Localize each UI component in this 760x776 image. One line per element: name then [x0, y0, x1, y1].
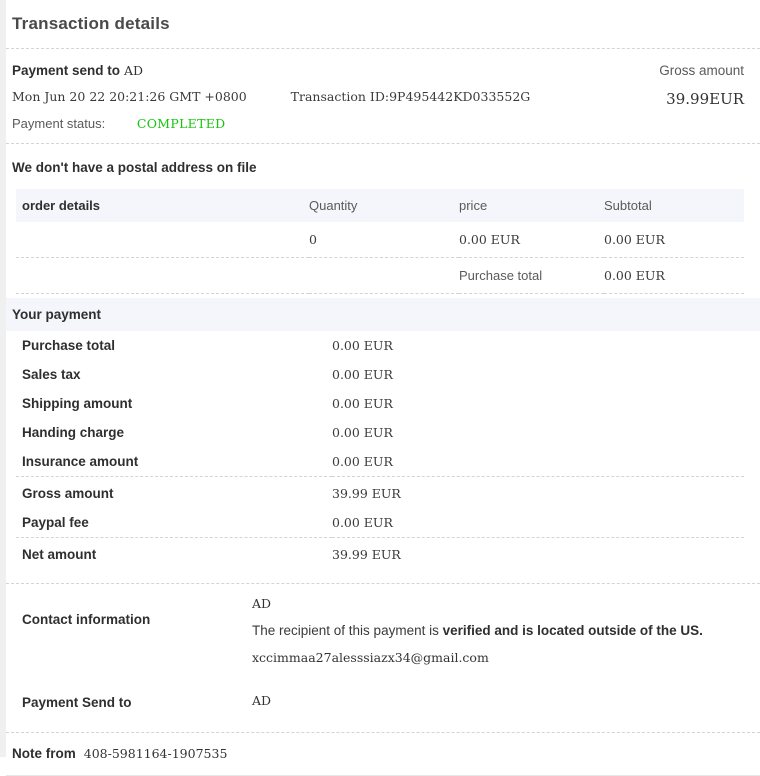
transaction-date: Mon Jun 20 22 20:21:26 GMT +0800	[12, 89, 247, 104]
column-quantity: Quantity	[309, 189, 459, 222]
payment-row-label: Paypal fee	[16, 508, 332, 538]
transaction-summary	[6, 49, 760, 143]
status-badge: COMPLETED	[136, 116, 226, 131]
payment-row	[16, 477, 744, 509]
page-title: Transaction details	[12, 14, 170, 33]
payment-status-label: Payment status:	[12, 116, 106, 131]
verify-bold: verified and is located outside of the US.	[442, 623, 703, 638]
contact-details	[252, 584, 744, 673]
payment-row-value: 0.00 EUR	[332, 367, 393, 382]
gross-amount-block	[659, 63, 744, 108]
payment-row-value: 0.00 EUR	[332, 396, 393, 411]
payment-send-to-value-2: AD	[252, 693, 272, 708]
cell-empty	[16, 258, 309, 294]
payment-row-label: Shipping amount	[22, 396, 133, 411]
note-from-label: Note from	[12, 746, 76, 761]
column-price: price	[459, 189, 604, 222]
payment-row-value: 0.00 EUR	[332, 425, 393, 440]
payment-row-value: 0.00 EUR	[332, 447, 744, 477]
table-row	[16, 222, 744, 258]
payment-row-label: Gross amount	[22, 486, 114, 501]
payment-row-label: Handing charge	[22, 425, 125, 440]
gross-amount-value: 39.99EUR	[666, 90, 744, 108]
payment-send-to-line	[12, 63, 760, 78]
payment-row	[16, 538, 744, 570]
note-from-value: 408-5981164-1907535	[83, 746, 228, 761]
transaction-id-label: Transaction ID:	[290, 89, 390, 104]
your-payment-section-title: Your payment	[6, 298, 760, 331]
contact-information-section	[16, 584, 744, 718]
cell-quantity: 0	[309, 222, 459, 258]
contact-email: xccimmaa27alesssiazx34@gmail.com	[252, 650, 489, 665]
column-order-details: order details	[16, 189, 309, 222]
contact-name: AD	[252, 596, 272, 611]
payment-row-value: 39.99 EUR	[332, 547, 401, 562]
column-subtotal: Subtotal	[604, 189, 744, 222]
purchase-total-label: Purchase total	[459, 258, 604, 294]
contact-row	[16, 584, 744, 673]
payment-row-value: 39.99 EUR	[332, 486, 401, 501]
your-payment-table	[16, 331, 744, 569]
transaction-id-value: 9P495442KD033552G	[389, 89, 531, 104]
payment-row-label: Purchase total	[22, 338, 116, 353]
payment-row	[16, 447, 744, 477]
table-row-purchase-total	[16, 258, 744, 294]
verify-prefix: The recipient of this payment is	[252, 623, 443, 638]
payment-row	[16, 418, 744, 447]
table-header-row	[16, 189, 744, 222]
payment-send-to-label-2: Payment Send to	[22, 695, 132, 710]
payment-row	[16, 508, 744, 538]
purchase-total-value: 0.00 EUR	[604, 258, 744, 294]
cell-price: 0.00 EUR	[459, 222, 604, 258]
transaction-meta-row	[12, 89, 760, 104]
payment-row-label: Sales tax	[22, 367, 81, 382]
payment-row-label: Insurance amount	[16, 447, 332, 477]
payment-send-to-label: Payment send to	[12, 63, 121, 78]
payment-send-to-row	[16, 673, 744, 718]
payment-row-label: Net amount	[22, 547, 97, 562]
postal-address-notice: We don't have a postal address on file	[12, 160, 257, 175]
payment-status-row	[12, 116, 760, 131]
gross-amount-label: Gross amount	[659, 63, 744, 78]
payment-row-value: 0.00 EUR	[332, 338, 393, 353]
contact-verification-note	[252, 623, 744, 638]
cell-empty-qty	[309, 258, 459, 294]
note-from-row	[6, 733, 760, 775]
cell-order-name	[16, 222, 309, 258]
cell-subtotal: 0.00 EUR	[604, 222, 744, 258]
payment-row-value: 0.00 EUR	[332, 508, 744, 538]
payment-send-to-value: AD	[124, 63, 144, 78]
contact-information-label: Contact information	[22, 612, 151, 627]
order-details-table	[16, 189, 744, 294]
payment-row	[16, 360, 744, 389]
payment-row	[16, 331, 744, 360]
payment-row	[16, 389, 744, 418]
